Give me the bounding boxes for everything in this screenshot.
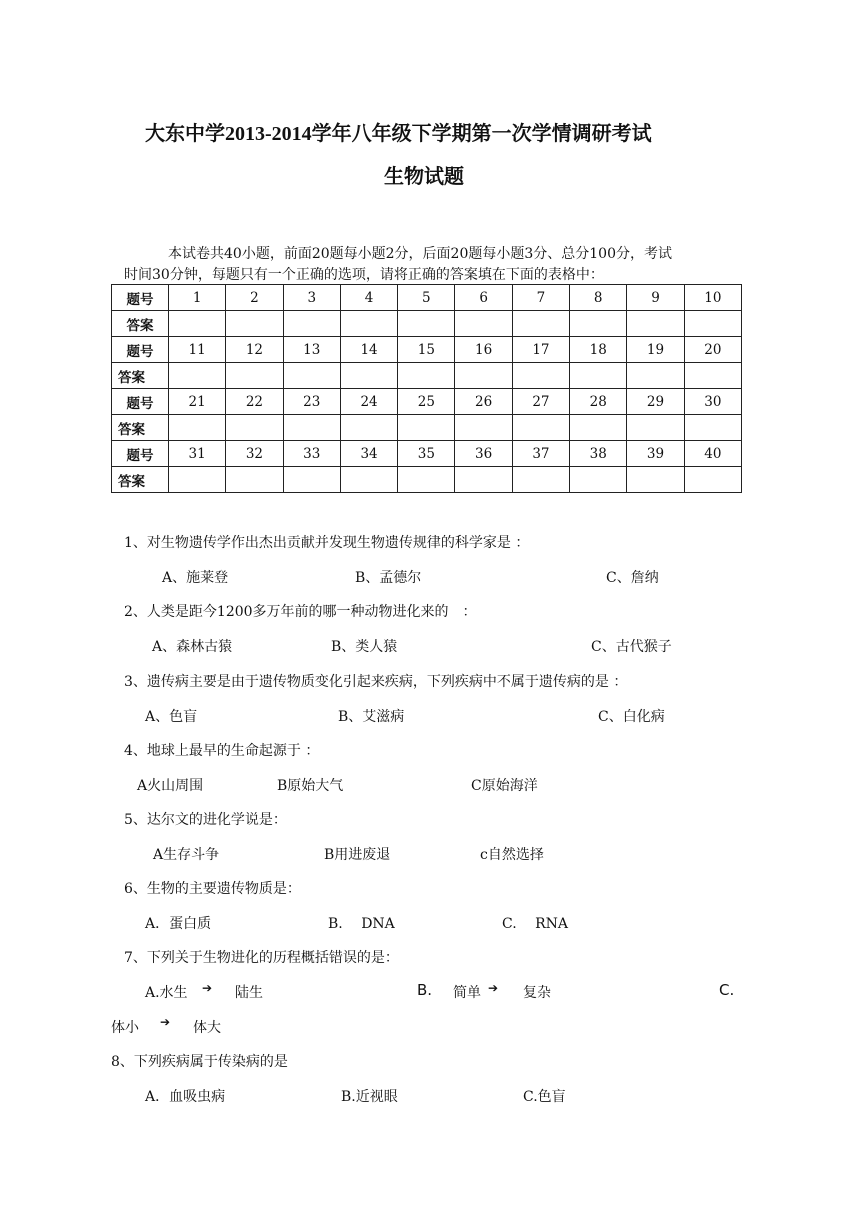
- question-number-cell: 5: [398, 285, 455, 311]
- answer-cell[interactable]: [570, 311, 627, 337]
- arrow-right-icon: ➔: [160, 1015, 171, 1029]
- answer-cell[interactable]: [340, 363, 397, 389]
- answer-cell[interactable]: [283, 415, 340, 441]
- answer-cell[interactable]: [512, 311, 569, 337]
- question-7-option-b-from: 简单: [453, 985, 481, 1001]
- question-number-cell: 37: [512, 441, 569, 467]
- answer-cell[interactable]: [455, 311, 512, 337]
- answer-cell[interactable]: [455, 415, 512, 441]
- question-3-option-a: A、色盲: [145, 709, 198, 725]
- question-number-cell: 39: [627, 441, 684, 467]
- answer-cell[interactable]: [684, 467, 741, 493]
- answer-cell[interactable]: [169, 415, 226, 441]
- question-1-option-a: A、施莱登: [162, 570, 229, 586]
- question-number-cell: 23: [283, 389, 340, 415]
- arrow-right-icon: ➔: [488, 981, 499, 995]
- question-number-cell: 35: [398, 441, 455, 467]
- answer-cell[interactable]: [684, 415, 741, 441]
- table-row-question-numbers: [112, 441, 742, 467]
- question-2-option-c: C、古代猴子: [591, 639, 672, 655]
- answer-cell[interactable]: [627, 311, 684, 337]
- table-row-question-numbers: [112, 337, 742, 363]
- question-5-option-b: B用进废退: [324, 847, 391, 863]
- question-5-option-c: c自然选择: [480, 847, 544, 863]
- question-number-cell: 12: [226, 337, 283, 363]
- question-number-cell: 15: [398, 337, 455, 363]
- answer-cell[interactable]: [340, 311, 397, 337]
- question-number-cell: 18: [570, 337, 627, 363]
- question-3-stem: 3、遗传病主要是由于遗传物质变化引起来疾病，下列疾病中不属于遗传病的是 ：: [124, 674, 628, 690]
- question-number-cell: 30: [684, 389, 741, 415]
- answer-cell[interactable]: [455, 363, 512, 389]
- answer-cell[interactable]: [398, 415, 455, 441]
- question-number-cell: 27: [512, 389, 569, 415]
- answer-table: [111, 284, 742, 493]
- answer-cell[interactable]: [512, 415, 569, 441]
- question-number-cell: 16: [455, 337, 512, 363]
- question-number-cell: 28: [570, 389, 627, 415]
- question-number-cell: 20: [684, 337, 741, 363]
- answer-cell[interactable]: [684, 311, 741, 337]
- answer-cell[interactable]: [398, 363, 455, 389]
- question-number-cell: 31: [169, 441, 226, 467]
- question-4-option-a: A火山周围: [137, 778, 204, 794]
- instructions-line-2: 时间30分钟，每题只有一个正确的选项，请将正确的答案填在下面的表格中：: [124, 267, 604, 283]
- answer-cell[interactable]: [226, 467, 283, 493]
- question-number-cell: 24: [340, 389, 397, 415]
- question-number-cell: 29: [627, 389, 684, 415]
- answer-cell[interactable]: [570, 415, 627, 441]
- answer-header: 答案: [112, 467, 169, 493]
- question-number-cell: 38: [570, 441, 627, 467]
- answer-cell[interactable]: [455, 467, 512, 493]
- table-row-question-numbers: [112, 389, 742, 415]
- answer-cell[interactable]: [398, 467, 455, 493]
- answer-header: 答案: [112, 311, 169, 337]
- question-number-cell: 6: [455, 285, 512, 311]
- question-number-header: 题号: [112, 285, 169, 311]
- answer-cell[interactable]: [283, 311, 340, 337]
- answer-cell[interactable]: [512, 467, 569, 493]
- question-number-cell: 22: [226, 389, 283, 415]
- question-number-cell: 36: [455, 441, 512, 467]
- page-title: 大东中学2013-2014学年八年级下学期第一次学情调研考试: [145, 123, 652, 145]
- question-6-stem: 6、生物的主要遗传物质是：: [124, 881, 301, 897]
- question-4-option-c: C原始海洋: [471, 778, 538, 794]
- answer-cell[interactable]: [169, 363, 226, 389]
- question-7-option-a-from: A.水生: [145, 985, 188, 1001]
- answer-cell[interactable]: [226, 311, 283, 337]
- question-number-cell: 2: [226, 285, 283, 311]
- question-number-cell: 17: [512, 337, 569, 363]
- answer-header: 答案: [112, 415, 169, 441]
- question-8-stem: 8、下列疾病属于传染病的是: [111, 1054, 288, 1070]
- question-8-option-b: B.近视眼: [341, 1089, 398, 1105]
- answer-cell[interactable]: [627, 415, 684, 441]
- question-7-option-c-label: C.: [719, 981, 735, 999]
- question-number-cell: 11: [169, 337, 226, 363]
- question-1-option-b: B、孟德尔: [355, 570, 422, 586]
- question-number-header: 题号: [112, 441, 169, 467]
- table-row-answers: [112, 415, 742, 441]
- question-number-cell: 4: [340, 285, 397, 311]
- question-6-option-a: A．蛋白质: [145, 916, 212, 932]
- answer-cell[interactable]: [283, 363, 340, 389]
- answer-cell[interactable]: [570, 363, 627, 389]
- question-1-option-c: C、詹纳: [606, 570, 659, 586]
- question-number-cell: 13: [283, 337, 340, 363]
- question-number-header: 题号: [112, 337, 169, 363]
- table-row-question-numbers: [112, 285, 742, 311]
- question-number-cell: 1: [169, 285, 226, 311]
- answer-cell[interactable]: [627, 467, 684, 493]
- question-number-cell: 26: [455, 389, 512, 415]
- question-6-option-b: B. DNA: [328, 916, 395, 932]
- question-7-option-b-label: B.: [417, 981, 433, 999]
- question-5-stem: 5、达尔文的进化学说是：: [124, 812, 287, 828]
- question-6-option-c: C. RNA: [502, 916, 569, 932]
- question-number-header: 题号: [112, 389, 169, 415]
- table-row-answers: [112, 363, 742, 389]
- answer-header: 答案: [112, 363, 169, 389]
- table-row-answers: [112, 311, 742, 337]
- question-3-option-b: B、艾滋病: [338, 709, 405, 725]
- question-number-cell: 25: [398, 389, 455, 415]
- question-7-option-b-to: 复杂: [523, 985, 551, 1001]
- question-number-cell: 32: [226, 441, 283, 467]
- question-number-cell: 19: [627, 337, 684, 363]
- question-3-option-c: C、白化病: [598, 709, 665, 725]
- question-number-cell: 8: [570, 285, 627, 311]
- answer-cell[interactable]: [169, 467, 226, 493]
- answer-cell[interactable]: [226, 415, 283, 441]
- question-number-cell: 14: [340, 337, 397, 363]
- question-8-option-c: C.色盲: [523, 1089, 566, 1105]
- question-number-cell: 40: [684, 441, 741, 467]
- question-number-cell: 21: [169, 389, 226, 415]
- question-number-cell: 10: [684, 285, 741, 311]
- question-7-option-c-from: 体小: [111, 1020, 139, 1036]
- question-number-cell: 34: [340, 441, 397, 467]
- question-4-option-b: B原始大气: [277, 778, 344, 794]
- question-5-option-a: A生存斗争: [153, 847, 220, 863]
- answer-cell[interactable]: [340, 467, 397, 493]
- question-number-cell: 3: [283, 285, 340, 311]
- question-1-stem: 1、对生物遗传学作出杰出贡献并发现生物遗传规律的科学家是 ：: [124, 535, 530, 551]
- arrow-right-icon: ➔: [202, 981, 213, 995]
- answer-cell[interactable]: [340, 415, 397, 441]
- question-number-cell: 7: [512, 285, 569, 311]
- question-7-option-a-to: 陆生: [235, 985, 263, 1001]
- question-8-option-a: A．血吸虫病: [145, 1089, 226, 1105]
- question-2-stem: 2、人类是距今1200多万年前的哪一种动物进化来的 ：: [124, 604, 477, 620]
- answer-cell[interactable]: [512, 363, 569, 389]
- answer-cell[interactable]: [627, 363, 684, 389]
- question-7-stem: 7、下列关于生物进化的历程概括错误的是：: [124, 950, 399, 966]
- question-7-option-c-to: 体大: [193, 1020, 221, 1036]
- table-row-answers: [112, 467, 742, 493]
- page-subtitle: 生物试题: [384, 166, 464, 188]
- question-number-cell: 33: [283, 441, 340, 467]
- question-number-cell: 9: [627, 285, 684, 311]
- answer-cell[interactable]: [169, 311, 226, 337]
- question-2-option-a: A、森林古猿: [152, 639, 233, 655]
- instructions-line-1: 本试卷共40小题，前面20题每小题2分，后面20题每小题3分、总分100分，考试: [168, 246, 672, 262]
- question-2-option-b: B、类人猿: [331, 639, 398, 655]
- answer-cell[interactable]: [283, 467, 340, 493]
- answer-cell[interactable]: [226, 363, 283, 389]
- answer-cell[interactable]: [684, 363, 741, 389]
- question-4-stem: 4、地球上最早的生命起源于 ：: [124, 743, 320, 759]
- answer-cell[interactable]: [398, 311, 455, 337]
- answer-cell[interactable]: [570, 467, 627, 493]
